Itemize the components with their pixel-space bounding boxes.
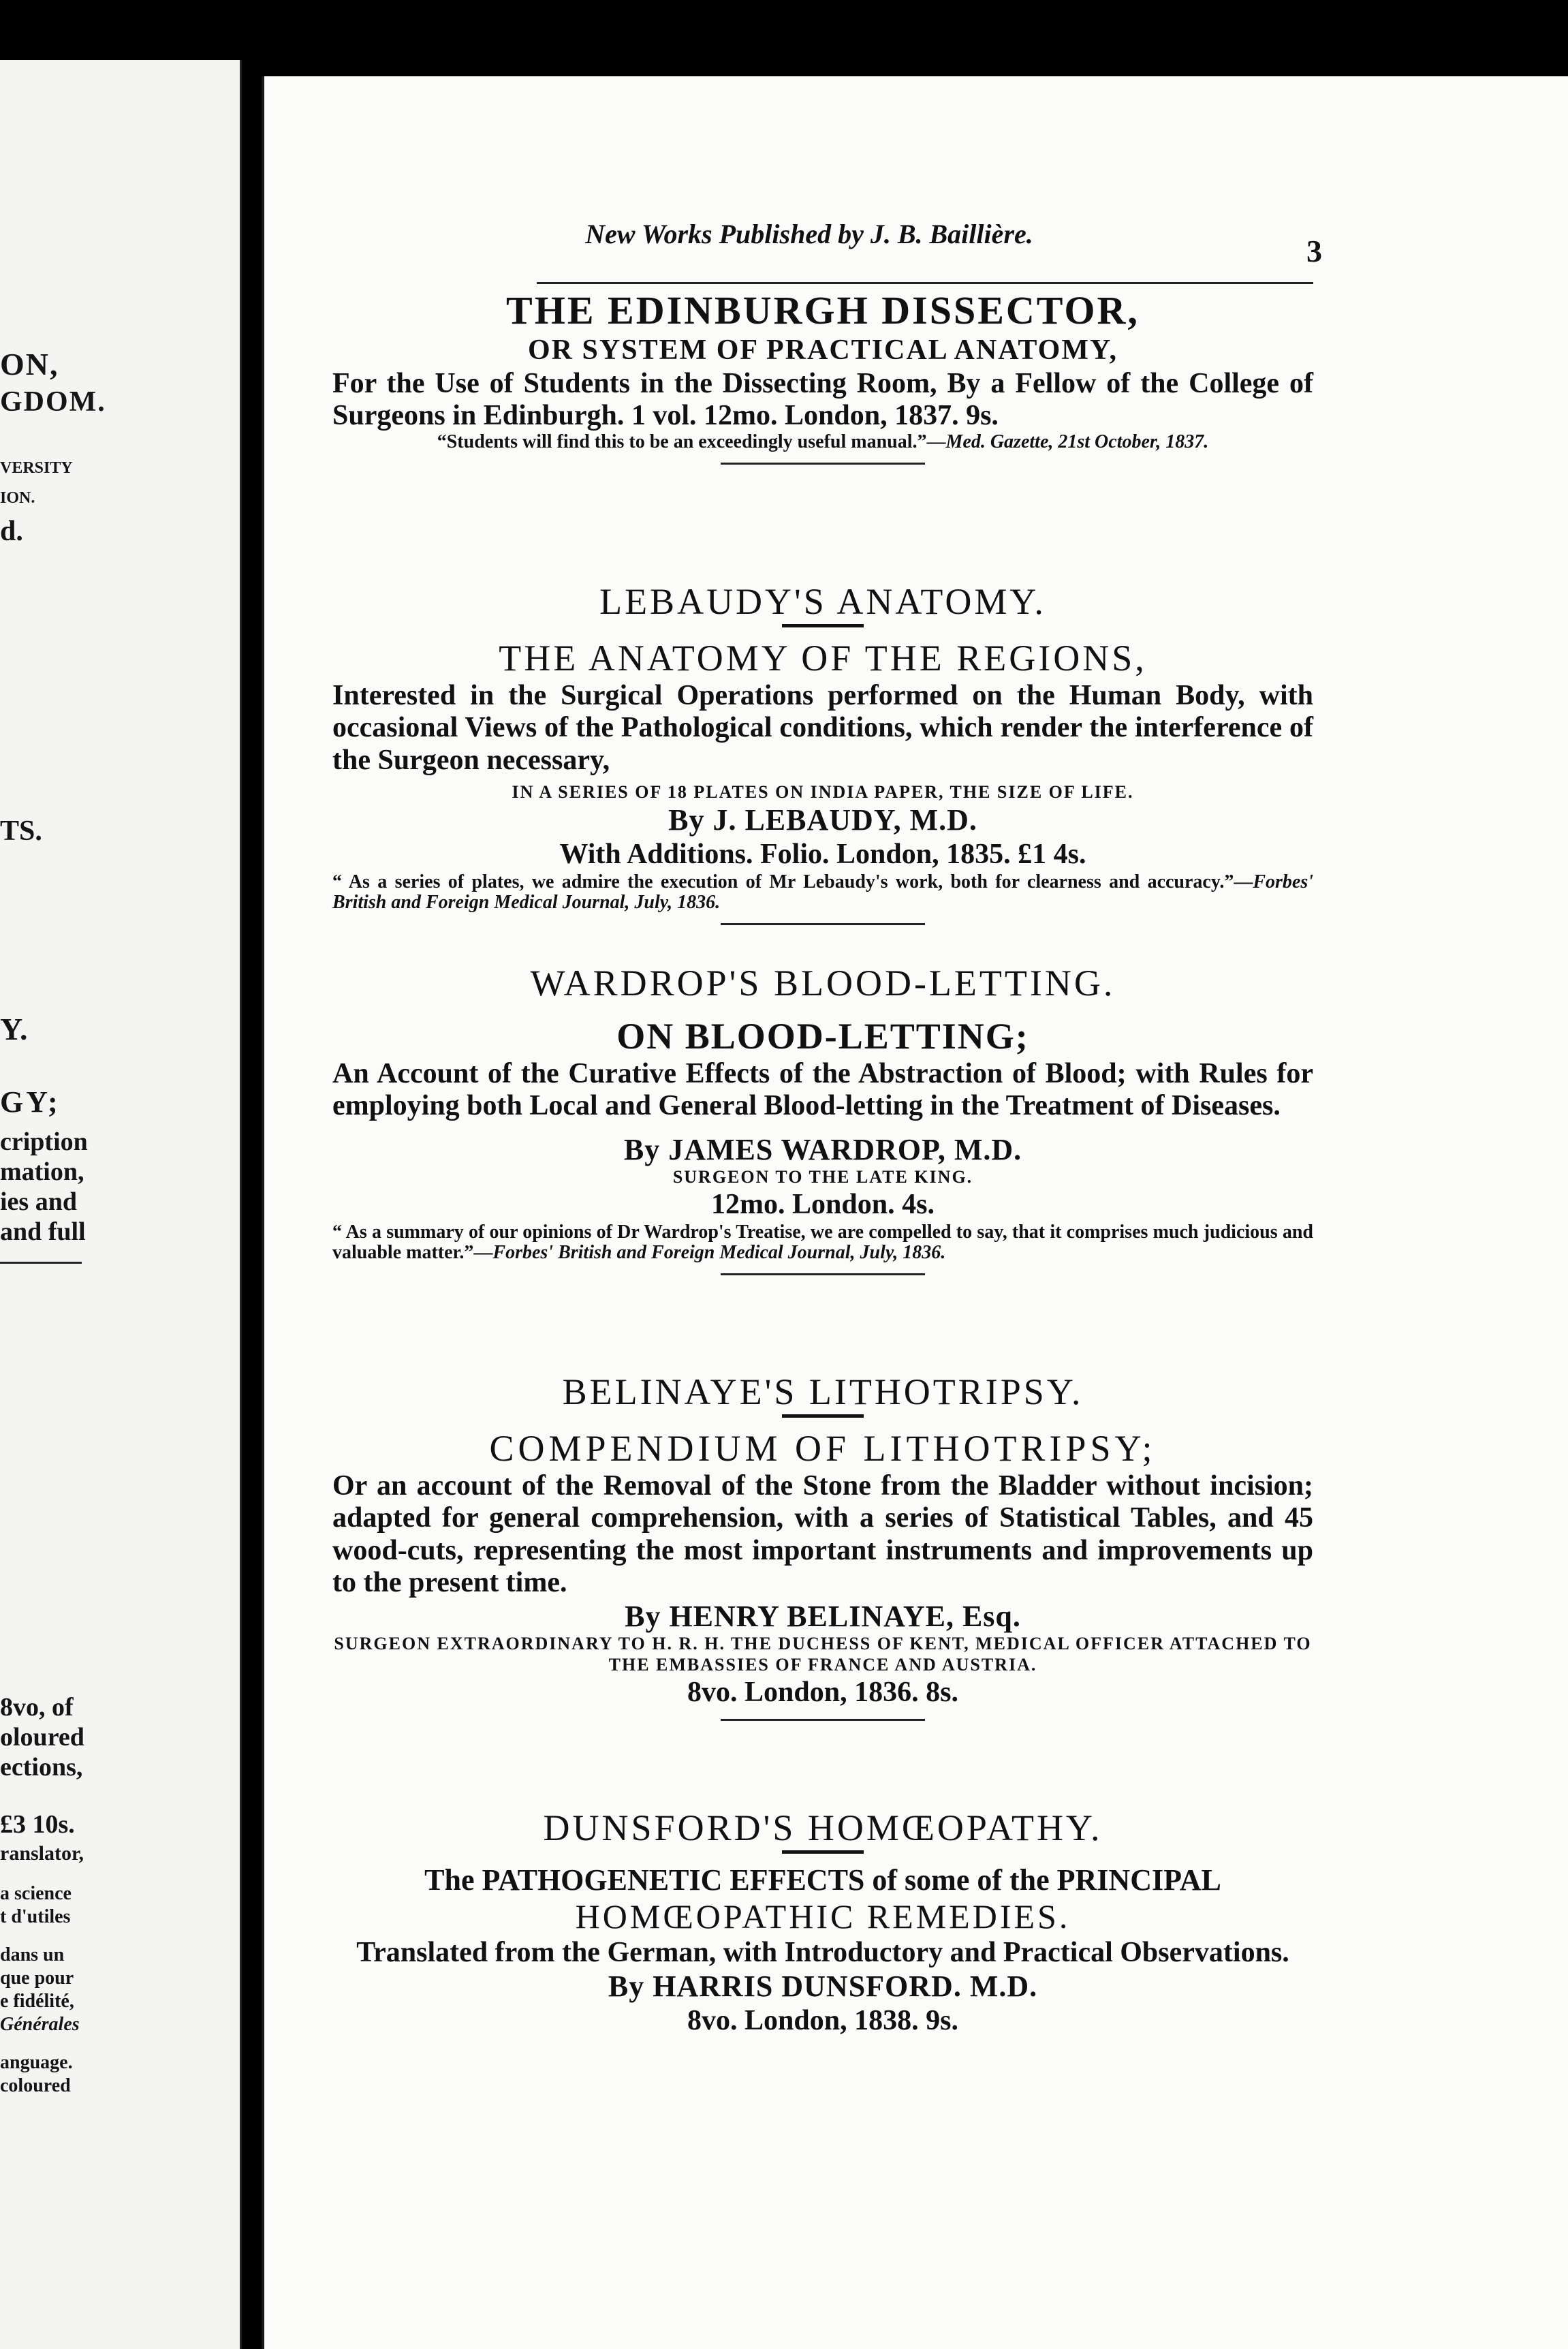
entry-subtitle: ON BLOOD-LETTING;	[616, 1015, 1029, 1057]
left-page-line: que pour	[0, 1967, 74, 1989]
left-page-line: GY;	[0, 1085, 61, 1119]
left-page-line: oloured	[0, 1723, 84, 1752]
entry-author: By J. LEBAUDY, M.D.	[668, 803, 977, 837]
review-text: “ As a series of plates, we admire the execution of Mr Lebaudy's work, both for clearness and accuracy.”—	[332, 871, 1253, 892]
left-page-line: GDOM.	[0, 386, 106, 418]
left-page-line: TS.	[0, 815, 42, 847]
left-page-line: ections,	[0, 1753, 83, 1782]
entry-title: DUNSFORD'S HOMŒOPATHY.	[543, 1807, 1103, 1848]
entry-lebaudy-anatomy	[332, 580, 1313, 925]
entry-subtitle: THE ANATOMY OF THE REGIONS,	[499, 637, 1147, 679]
entry-author: By HENRY BELINAYE, Esq.	[625, 1599, 1021, 1633]
entry-translation-note: Translated from the German, with Introductory and Practical Observations.	[356, 1936, 1289, 1968]
entry-wardrop-blood-letting	[332, 962, 1313, 1275]
entry-review	[332, 432, 1313, 453]
left-page-line: cription	[0, 1127, 88, 1156]
left-page-line: ranslator,	[0, 1842, 84, 1865]
left-page-line: Générales	[0, 2014, 80, 2035]
review-source: Forbes' British and Foreign Medical Journal, July, 1836.	[332, 871, 1313, 914]
left-page-line: coloured	[0, 2075, 71, 2096]
entry-belinaye-lithotripsy	[332, 1371, 1313, 1721]
left-page-line: d.	[0, 516, 23, 547]
left-page-line: 8vo, of	[0, 1693, 74, 1722]
entry-title: WARDROP'S BLOOD-LETTING.	[530, 963, 1116, 1004]
left-page-line: ION.	[0, 489, 35, 507]
entry-description: Interested in the Surgical Operations performed on the Human Body, with occasional Views of the Pathological conditions, which render the interference of the Surgeon necessary,	[332, 680, 1313, 776]
entry-title: BELINAYE'S LITHOTRIPSY.	[562, 1371, 1084, 1412]
catalogue-page	[262, 76, 1568, 2349]
review-source: Med. Gazette, 21st October, 1837.	[945, 431, 1209, 453]
entry-subtitle: COMPENDIUM OF LITHOTRIPSY;	[489, 1427, 1157, 1469]
section-rule	[721, 463, 925, 465]
section-rule	[721, 1719, 925, 1721]
review-text: “Students will find this to be an exceedingly useful manual.”—	[437, 431, 946, 453]
entry-description: For the Use of Students in the Dissecting Room, By a Fellow of the College of Surgeons in Edinburgh. 1 vol. 12mo. London, 1837. 9s.	[332, 367, 1313, 432]
left-page-line: ON,	[0, 347, 59, 382]
page-number: 3	[1306, 234, 1322, 268]
left-page-line: Y.	[0, 1012, 28, 1046]
section-rule	[721, 1273, 925, 1275]
entry-author: By JAMES WARDROP, M.D.	[623, 1132, 1022, 1166]
entry-subtitle: HOMŒOPATHIC REMEDIES.	[575, 1897, 1071, 1935]
entry-dunsford-homoeopathy	[332, 1807, 1313, 2038]
left-page-line: anguage.	[0, 2052, 73, 2073]
entry-title: LEBAUDY'S ANATOMY.	[599, 581, 1046, 622]
entry-subtitle: OR SYSTEM OF PRACTICAL ANATOMY,	[528, 335, 1118, 367]
header-rule	[537, 282, 1313, 284]
left-page-line: mation,	[0, 1157, 84, 1186]
entry-price: 8vo. London, 1836. 8s.	[687, 1676, 958, 1708]
entry-author: By HARRIS DUNSFORD. M.D.	[608, 1970, 1038, 2004]
left-page-line: ies and	[0, 1187, 77, 1216]
entry-price: 8vo. London, 1838. 9s.	[687, 2004, 958, 2036]
left-page-line: dans un	[0, 1944, 65, 1965]
entry-description: Or an account of the Removal of the Stone from the Bladder without incision; adapted for general comprehension, with a series of Statistical Tables, and 45 wood-cuts, representing the most important instruments and improvements up to the present time.	[332, 1470, 1313, 1598]
left-page-line: e fidélité,	[0, 1991, 74, 2012]
entry-review	[332, 872, 1313, 914]
review-source: Forbes' British and Foreign Medical Journal, July, 1836.	[492, 1242, 946, 1264]
entry-price: 12mo. London. 4s.	[711, 1189, 935, 1221]
entry-note: SURGEON EXTRAORDINARY TO H. R. H. THE DUCHESS OF KENT, MEDICAL OFFICER ATTACHED TO THE EMBASSIES OF FRANCE AND AUSTRIA.	[334, 1634, 1312, 1675]
entry-review	[332, 1222, 1313, 1264]
entry-note: SURGEON TO THE LATE KING.	[672, 1167, 973, 1187]
left-page-line: £3 10s.	[0, 1810, 75, 1839]
entry-description: An Account of the Curative Effects of the Abstraction of Blood; with Rules for employing both Local and General Blood-letting in the Treatment of Diseases.	[332, 1058, 1313, 1122]
left-page-line: and full	[0, 1217, 86, 1246]
entry-price: With Additions. Folio. London, 1835. £1 4s.	[559, 839, 1086, 871]
entry-description: The PATHOGENETIC EFFECTS of some of the PRINCIPAL	[424, 1863, 1221, 1897]
entry-note: IN A SERIES OF 18 PLATES ON INDIA PAPER, THE SIZE OF LIFE.	[512, 781, 1134, 802]
left-facing-page	[0, 60, 242, 2349]
left-page-line: t d'utiles	[0, 1906, 71, 1927]
entry-title: THE EDINBURGH DISSECTOR,	[506, 288, 1140, 332]
left-page-line: VERSITY	[0, 459, 73, 477]
review-text: “ As a summary of our opinions of Dr Wardrop's Treatise, we are compelled to say, that it comprises much judicious and valuable matter.”—	[332, 1221, 1313, 1264]
running-head: New Works Published by J. B. Baillière.	[585, 219, 1033, 249]
section-rule	[721, 923, 925, 925]
left-page-line: a science	[0, 1883, 72, 1904]
entry-edinburgh-dissector	[332, 287, 1313, 465]
left-page-rule	[0, 1262, 82, 1264]
